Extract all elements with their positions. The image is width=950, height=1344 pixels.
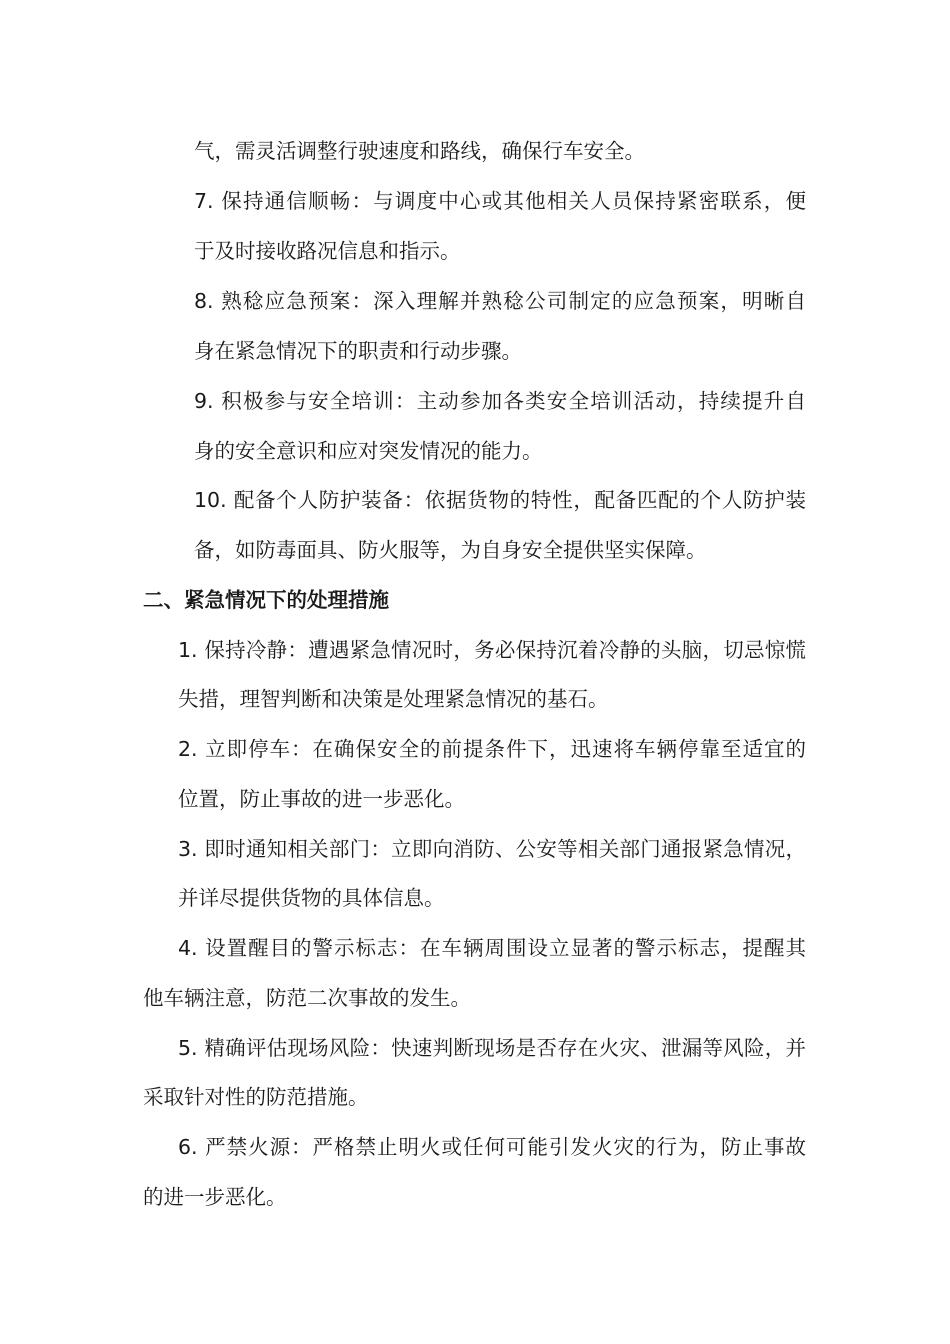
section-item-1-line-1: 1. 保持冷静：遭遇紧急情况时，务必保持沉着冷静的头脑，切忌惊慌 (178, 638, 806, 662)
list-item-9-line-1: 9. 积极参与安全培训：主动参加各类安全培训活动，持续提升自 (194, 389, 806, 413)
section-item-4-line-2: 他车辆注意，防范二次事故的发生。 (143, 986, 471, 1010)
section-item-4-line-1: 4. 设置醒目的警示标志：在车辆周围设立显著的警示标志，提醒其 (178, 936, 806, 960)
list-item-8-line-1: 8. 熟稔应急预案：深入理解并熟稔公司制定的应急预案，明晰自 (194, 289, 806, 313)
section-item-3-line-2: 并详尽提供货物的具体信息。 (178, 886, 445, 910)
list-item-10-line-1: 10. 配备个人防护装备：依据货物的特性，配备匹配的个人防护装 (194, 488, 806, 512)
section-item-5-line-1: 5. 精确评估现场风险：快速判断现场是否存在火灾、泄漏等风险，并 (178, 1036, 806, 1060)
section-item-2-line-1: 2. 立即停车：在确保安全的前提条件下，迅速将车辆停靠至适宜的 (178, 737, 806, 761)
section-item-5-line-2: 采取针对性的防范措施。 (143, 1085, 369, 1109)
list-item-continuation-line-1: 气，需灵活调整行驶速度和路线，确保行车安全。 (194, 139, 645, 163)
list-item-8-line-2: 身在紧急情况下的职责和行动步骤。 (194, 339, 522, 363)
list-item-9-line-2: 身的安全意识和应对突发情况的能力。 (194, 439, 543, 463)
list-item-10-line-2: 备，如防毒面具、防火服等，为自身安全提供坚实保障。 (194, 538, 707, 562)
list-item-7-line-2: 于及时接收路况信息和指示。 (194, 239, 461, 263)
section-item-1-line-2: 失措，理智判断和决策是处理紧急情况的基石。 (178, 687, 609, 711)
section-item-6-line-2: 的进一步恶化。 (143, 1185, 287, 1209)
section-heading: 二、紧急情况下的处理措施 (143, 588, 389, 612)
list-item-7-line-1: 7. 保持通信顺畅：与调度中心或其他相关人员保持紧密联系，便 (194, 189, 806, 213)
section-item-2-line-2: 位置，防止事故的进一步恶化。 (178, 787, 465, 811)
section-item-6-line-1: 6. 严禁火源：严格禁止明火或任何可能引发火灾的行为，防止事故 (178, 1135, 806, 1159)
section-item-3-line-1: 3. 即时通知相关部门：立即向消防、公安等相关部门通报紧急情况， (178, 837, 806, 861)
